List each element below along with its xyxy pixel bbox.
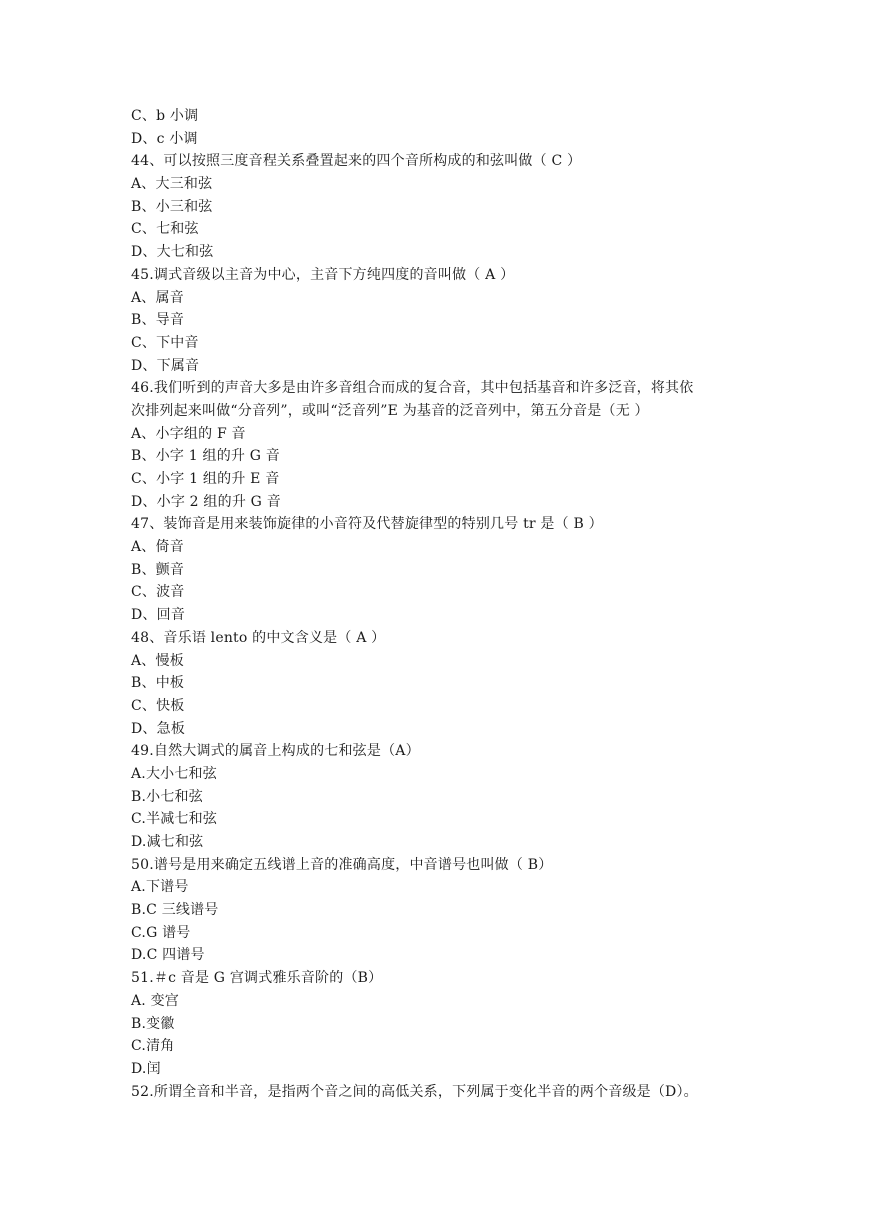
option-line: D、大七和弦: [131, 244, 214, 261]
option-line: D、下属音: [131, 357, 200, 374]
option-line: A.下谱号: [131, 879, 189, 896]
option-line: A.大小七和弦: [131, 765, 217, 782]
option-line: B、颤音: [131, 561, 185, 578]
option-line: A、大三和弦: [131, 176, 213, 193]
option-line: B、小字 1 组的升 G 音: [131, 448, 280, 465]
option-line: D.减七和弦: [131, 834, 204, 850]
option-line: D、c 小调: [131, 130, 198, 147]
question-line: 44、可以按照三度音程关系叠置起来的四个音所构成的和弦叫做（ C ）: [131, 153, 582, 170]
option-line: D、小字 2 组的升 G 音: [131, 493, 281, 510]
option-line: C.清角: [131, 1038, 175, 1055]
option-line: B.小七和弦: [131, 788, 203, 805]
option-line: D.闰: [131, 1060, 161, 1077]
option-line: D.C 四谱号: [131, 947, 205, 964]
option-line: B.C 三线谱号: [131, 902, 219, 919]
question-line: 45.调式音级以主音为中心，主音下方纯四度的音叫做（ A ）: [131, 266, 515, 283]
option-line: C、七和弦: [131, 221, 199, 238]
option-line: B.变徽: [131, 1015, 175, 1032]
option-line: C.半减七和弦: [131, 811, 218, 828]
question-line: 47、装饰音是用来装饰旋律的小音符及代替旋律型的特别几号 tr 是（ B ）: [131, 516, 603, 533]
option-line: C、快板: [131, 697, 185, 714]
question-line: 50.谱号是用来确定五线谱上音的准确高度，中音谱号也叫做（ B）: [131, 856, 553, 873]
question-line: 46.我们听到的声音大多是由许多音组合而成的复合音，其中包括基音和许多泛音，将其依: [131, 380, 694, 397]
option-line: A、倚音: [131, 539, 184, 556]
option-line: A、慢板: [131, 652, 184, 669]
option-line: C、波音: [131, 584, 185, 601]
question-line: 52.所谓全音和半音，是指两个音之间的高低关系，下列属于变化半音的两个音级是（D）。: [131, 1083, 698, 1100]
option-line: D、回音: [131, 607, 186, 624]
option-line: C、小字 1 组的升 E 音: [131, 471, 280, 487]
option-line: A、小字组的 F 音: [131, 425, 246, 442]
option-line: C、下中音: [131, 334, 199, 351]
question-line: 51.＃c 音是 G 宫调式雅乐音阶的（B）: [131, 970, 383, 987]
option-line: A、属音: [131, 289, 184, 306]
option-line: C.G 谱号: [131, 924, 191, 941]
document-page: [131, 105, 771, 1103]
option-line: B、小三和弦: [131, 198, 213, 215]
option-line: D、急板: [131, 720, 186, 737]
question-line: 48、音乐语 lento 的中文含义是（ A ）: [131, 629, 386, 646]
option-line: B、导音: [131, 312, 185, 329]
option-line: B、中板: [131, 675, 185, 692]
option-line: A. 变宫: [131, 992, 180, 1009]
question-line: 49.自然大调式的属音上构成的七和弦是（A）: [131, 743, 420, 760]
option-line: C、b 小调: [131, 108, 199, 124]
question-line-continued: 次排列起来叫做“分音列”，或叫“泛音列”E 为基音的泛音列中，第五分音是（无 ）: [131, 402, 649, 419]
